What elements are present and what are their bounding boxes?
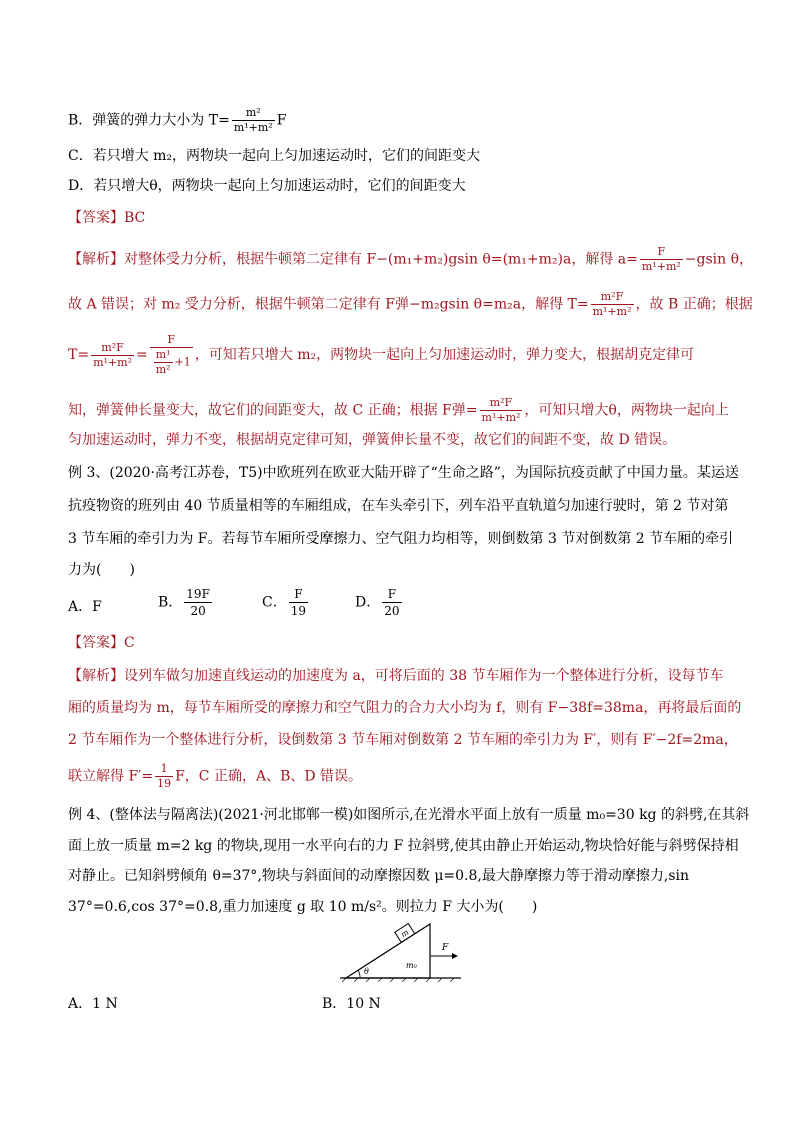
analysis-2-line-2: 厢的质量均为 m，每节车厢所受的摩擦力和空气阻力的合力大小均为 f，则有 F−38f=38ma，再将最后面的 [68, 700, 742, 716]
fraction [91, 341, 134, 370]
answer-2 [68, 633, 135, 653]
example-4-option-b: B．10 N [322, 996, 381, 1012]
text: 联立解得 F′= [68, 768, 154, 785]
example-3-option-d [355, 586, 404, 619]
fraction [184, 586, 212, 619]
analysis-1-line-2 [68, 290, 753, 319]
fraction [289, 586, 308, 619]
example-4-line-1: 例 4、(整体法与隔离法)(2021·河北邯郸一模)如图所示,在光滑水平面上放有一质量 m₀=30 kg 的斜劈,在其斜 [68, 807, 750, 823]
example-3-line-2: 抗疫物资的班列由 40 节质量相等的车厢组成，在车头牵引下，列车沿平直轨道匀加速行驶时，第 2 节对第 [68, 498, 729, 514]
frac-num: F [387, 587, 397, 601]
answer-value: BC [124, 210, 146, 226]
frac-den: m² [155, 363, 171, 376]
text: F，C 正确，A、B、D 错误。 [175, 768, 363, 785]
example-4-line-4: 37°=0.6,cos 37°=0.8,重力加速度 g 取 10 m/s²。则拉力 F 大小为( ) [68, 899, 538, 915]
frac-den: 20 [184, 602, 212, 619]
frac-num: F [657, 245, 666, 258]
block-label: m [399, 927, 411, 940]
example-3-option-c [262, 586, 310, 619]
example-3-option-a: A．F [68, 599, 102, 615]
option-b-suffix: F [276, 112, 287, 129]
text: ，故 B 正确；根据 [635, 296, 753, 313]
example-3-option-b [158, 586, 214, 619]
text: 设列车做匀加速直线运动的加速度为 a，可将后面的 38 节车厢作为一个整体进行分析，设每节车 [124, 668, 724, 684]
text: D． [355, 594, 381, 611]
analysis-1-line-1 [68, 245, 753, 274]
wedge [346, 924, 430, 978]
answer-label: 【答案】 [68, 635, 124, 651]
analysis-2-line-4 [68, 762, 362, 791]
inner-fraction [154, 348, 173, 377]
frac-den: m¹+m² [641, 260, 681, 273]
example-4-line-3: 对静止。已知斜劈倾角 θ=37°,物块与斜面间的动摩擦因数 μ=0.8,最大静摩擦力等于滑动摩擦力,sin [68, 868, 689, 884]
option-b [68, 106, 286, 135]
text: 对整体受力分析，根据牛顿第二定律有 F−(m₁+m₂)gsin θ=(m₁+m₂)a，解得 a= [124, 251, 638, 268]
text: 知，弹簧伸长量变大，故它们的间距变大，故 C 正确；根据 F弹= [68, 402, 478, 419]
text: 故 A 错误；对 m₂ 受力分析，根据牛顿第二定律有 F弹−m₂gsin θ=m₂a，解得 T= [68, 296, 589, 313]
text: T= [68, 347, 90, 363]
compound-fraction [150, 333, 193, 377]
force-label: F [442, 943, 449, 953]
block [395, 924, 415, 943]
frac-num: 1 [160, 762, 168, 775]
frac-num: m¹ [155, 348, 171, 361]
angle-arc [358, 970, 360, 978]
incline-wedge-diagram [338, 920, 463, 982]
fraction [155, 762, 173, 791]
frac-den: 19 [290, 604, 306, 618]
frac-den: m¹+m² [93, 355, 132, 369]
example-3-line-3: 3 节车厢的牵引力为 F。若每节车厢所受摩擦力、空气阻力均相等，则倒数第 3 节对倒数第 2 节车厢的牵引 [68, 531, 734, 547]
analysis-label: 【解析】 [68, 668, 124, 684]
example-3-line-4: 力为( ) [68, 562, 135, 578]
frac-num: m²F [489, 396, 513, 409]
text: +1 [174, 355, 191, 369]
answer-value: C [124, 635, 135, 651]
frac-num: F [167, 333, 176, 346]
text: = [135, 347, 148, 363]
force-arrow-head [452, 953, 458, 959]
frac-den: 20 [384, 604, 400, 618]
fraction [480, 396, 523, 425]
option-d: D．若只增大θ，两物块一起向上匀加速运动时，它们的间距变大 [68, 178, 466, 194]
example-3-line-1: 例 3、(2020·高考江苏卷，T5)中欧班列在欧亚大陆开辟了“生命之路”，为国际抗疫贡献了中国力量。某运送 [68, 465, 739, 481]
frac-den: m¹+m² [592, 305, 632, 318]
angle-label: θ [364, 967, 369, 976]
text: B． [158, 594, 183, 611]
fraction [640, 245, 683, 274]
analysis-label: 【解析】 [68, 251, 124, 268]
frac-den: 19 [157, 777, 172, 790]
option-b-text: B．弹簧的弹力大小为 T= [68, 112, 230, 129]
fraction [591, 290, 634, 319]
option-c: C．若只增大 m₂，两物块一起向上匀加速运动时，它们的间距变大 [68, 148, 481, 164]
frac-den: m¹+m² [233, 121, 273, 134]
frac-num: m²F [600, 290, 624, 303]
analysis-1-line-4 [68, 396, 729, 425]
frac-num: 19F [186, 587, 210, 601]
frac-num: F [294, 587, 303, 601]
text: C． [262, 594, 287, 611]
text: ，可知若只增大 m₂，两物块一起向上匀加速运动时，弹力变大，根据胡克定律可 [194, 347, 695, 363]
frac-den [150, 347, 193, 377]
option-b-fraction [232, 106, 275, 135]
example-4-option-a: A．1 N [68, 996, 118, 1012]
analysis-1-line-5: 匀加速运动时，弹力不变，根据胡克定律可知，弹簧伸长量不变，故它们的间距不变，故 D 错误。 [68, 432, 677, 448]
text: −gsin θ， [684, 251, 754, 268]
answer-1 [68, 208, 145, 228]
frac-num: m² [245, 106, 261, 119]
frac-den: m¹+m² [481, 411, 521, 424]
fraction [382, 586, 401, 619]
analysis-2-line-1 [68, 666, 724, 686]
analysis-2-line-3: 2 节车厢作为一个整体进行分析，设倒数第 3 节车厢对倒数第 2 节车厢的牵引力为 F′，则有 F′−2f=2ma， [68, 732, 738, 748]
analysis-1-line-3 [68, 333, 694, 377]
text: ，可知只增大θ，两物块一起向上 [524, 402, 729, 419]
answer-label: 【答案】 [68, 210, 124, 226]
wedge-label: m₀ [406, 961, 417, 970]
frac-num: m²F [101, 340, 124, 354]
example-4-line-2: 面上放一质量 m=2 kg 的物块,现用一水平向右的力 F 拉斜劈,使其由静止开始运动,物块恰好能与斜劈保持相 [68, 838, 739, 854]
